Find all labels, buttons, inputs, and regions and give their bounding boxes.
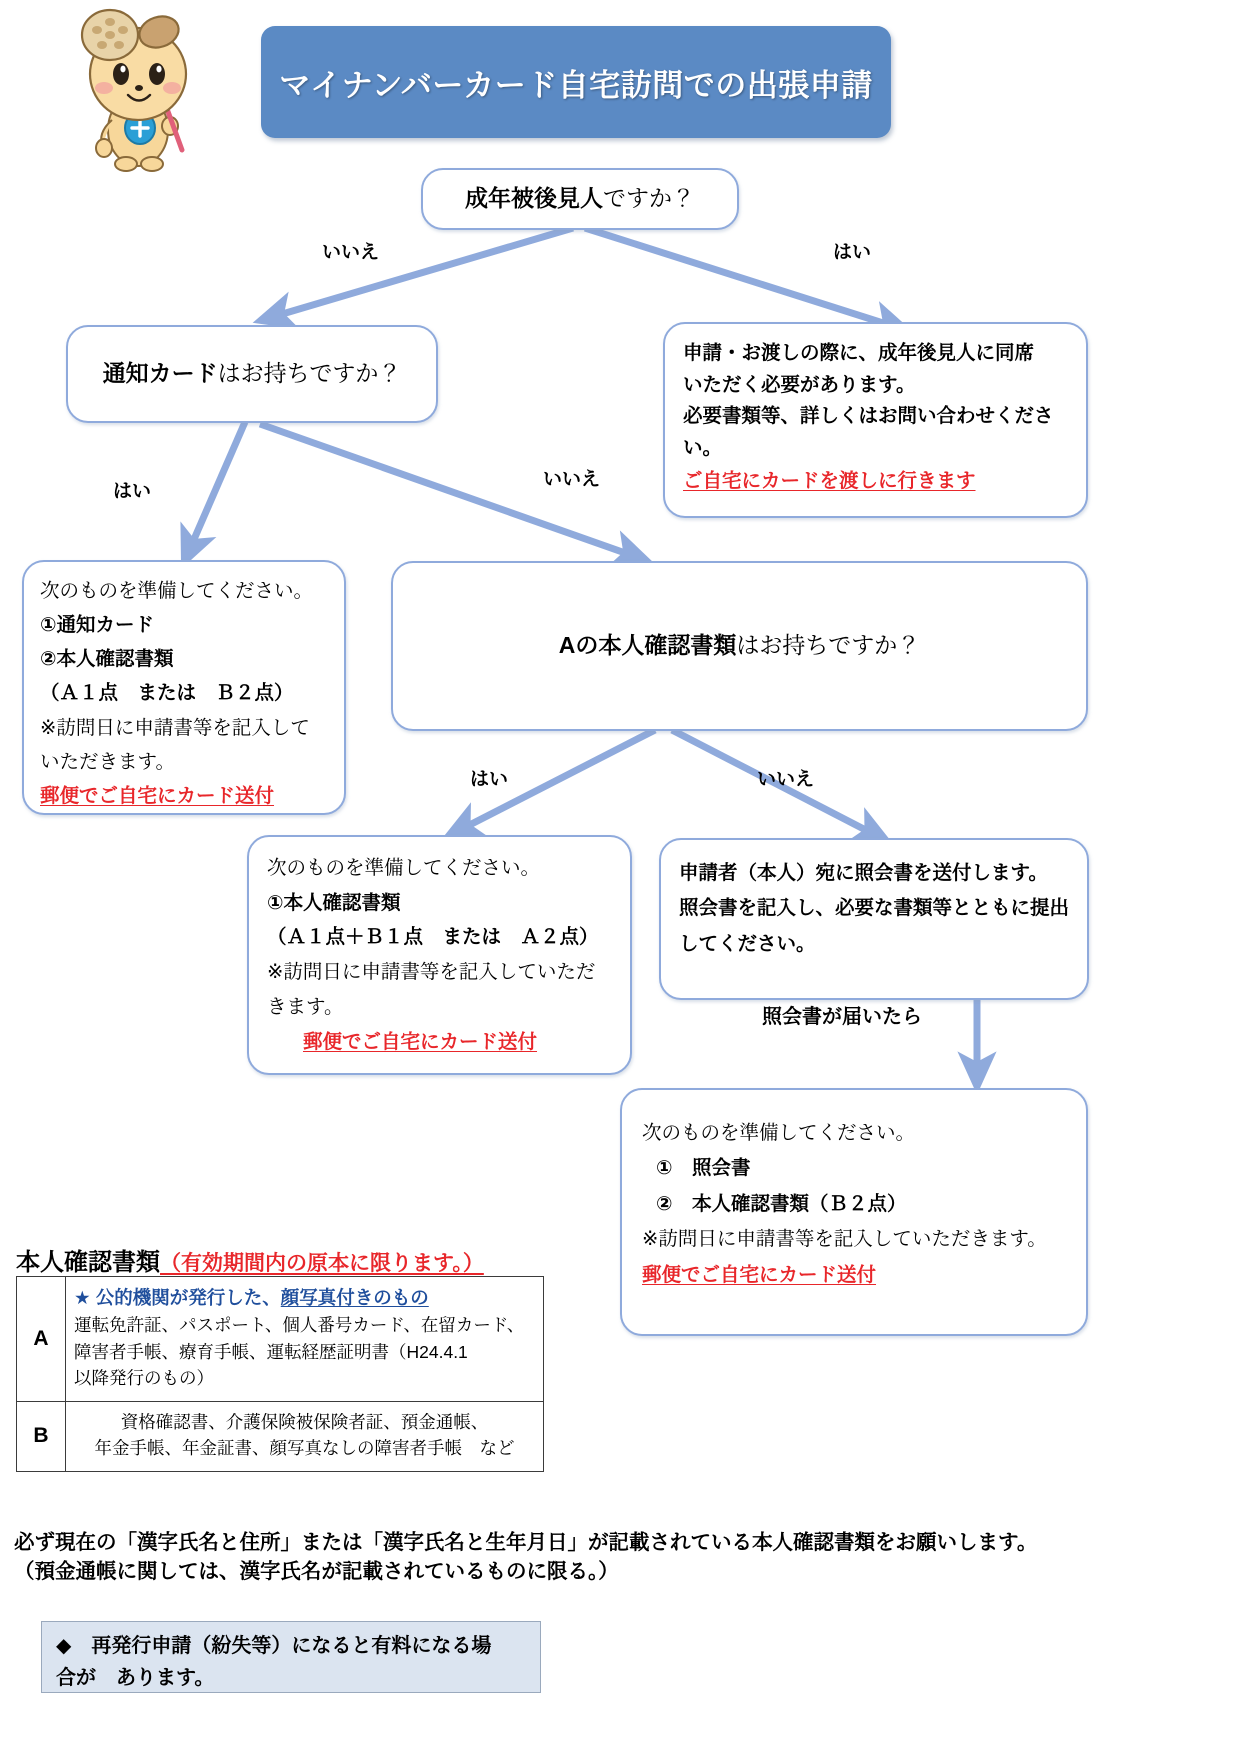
- decision-node-guardianship[interactable]: [421, 168, 739, 230]
- guardian-result: ご自宅にカードを渡しに行きます: [683, 470, 976, 493]
- prepare-a-heading: 次のものを準備してください。: [40, 580, 314, 602]
- id-documents-title-main: 本人確認書類: [16, 1249, 160, 1276]
- row-b-line-1: 資格確認書、介護保険被保険者証、預金通帳、: [120, 1411, 489, 1432]
- guardian-line-2: いただく必要があります。: [683, 373, 916, 396]
- inquiry-letter-box[interactable]: [659, 838, 1089, 1000]
- prepare-b-item-1: ①本人確認書類: [267, 891, 401, 914]
- prepare-b-note-1: ※訪問日に申請書等を記入していただ: [267, 961, 596, 984]
- prepare-b-result: 郵便でご自宅にカード送付: [303, 1030, 538, 1053]
- edge-label-q1-no: いいえ: [322, 242, 380, 263]
- reissue-fee-notice: [41, 1621, 541, 1693]
- decision-notification-card-label: 通知カードはお持ちですか？: [102, 360, 402, 387]
- row-a-heading: [74, 1284, 535, 1312]
- prepare-a-note-2: いただきます。: [40, 750, 175, 773]
- row-a-heading-underlined: 顔写真付きのもの: [280, 1287, 429, 1308]
- page-title: マイナンバーカード自宅訪問での出張申請: [279, 67, 873, 103]
- edge-label-q3-yes: はい: [470, 769, 509, 790]
- prepare-a-item-1: ①通知カード: [40, 614, 155, 637]
- row-a-line-1: 運転免許証、パスポート、個人番号カード、在留カード、: [74, 1315, 525, 1336]
- row-value-a: [66, 1277, 544, 1402]
- row-a-heading-plain: 公的機関が発行した、: [95, 1287, 281, 1308]
- renkon-mascot: [66, 2, 216, 172]
- guardian-line-1: 申請・お渡しの際に、成年後見人に同席: [683, 342, 1035, 364]
- guardian-line-4: い。: [683, 436, 723, 459]
- inquiry-line-1: 申請者（本人）宛に照会書を送付します。: [679, 862, 1048, 884]
- id-footnote-line-2: （預金通帳に関しては、漢字氏名が記載されているものに限る。）: [14, 1560, 619, 1584]
- prepare-c-item-2: ② 本人確認書類（Ｂ２点）: [656, 1192, 907, 1215]
- prepare-a-result: 郵便でご自宅にカード送付: [40, 784, 275, 807]
- prepare-b-heading: 次のものを準備してください。: [267, 857, 541, 879]
- edge-label-q1-yes: はい: [833, 242, 872, 263]
- prepare-a-item-2-detail: （Ａ１点 または Ｂ２点）: [40, 682, 294, 705]
- row-key-b: B: [17, 1401, 66, 1471]
- prepare-items-box-b[interactable]: [247, 835, 632, 1075]
- prepare-a-item-2: ②本人確認書類: [40, 648, 174, 671]
- prepare-c-result: 郵便でご自宅にカード送付: [642, 1263, 877, 1286]
- edge-label-q3-no: いいえ: [757, 769, 815, 790]
- inquiry-line-3: してください。: [679, 932, 816, 955]
- decision-node-id-type-a[interactable]: [391, 561, 1088, 731]
- table-row-a: [17, 1277, 544, 1402]
- prepare-c-note-1: ※訪問日に申請書等を記入していただきます。: [642, 1228, 1047, 1251]
- row-a-line-3: 以降発行のもの）: [74, 1368, 214, 1389]
- star-icon: ★: [74, 1287, 91, 1308]
- table-row-b: [17, 1401, 544, 1471]
- row-key-a: A: [17, 1277, 66, 1402]
- decision-guardianship-label: 成年被後見人ですか？: [465, 185, 695, 212]
- edge-label-q2-no: いいえ: [543, 469, 601, 490]
- decision-id-type-a-label: Aの本人確認書類はお持ちですか？: [558, 632, 921, 659]
- fee-notice-line-2: 合が あります。: [56, 1667, 215, 1689]
- prepare-items-box-c[interactable]: [620, 1088, 1088, 1336]
- row-b-line-2: 年金手帳、年金証書、顔写真なしの障害者手帳 など: [94, 1438, 515, 1459]
- row-a-line-2: 障害者手帳、療育手帳、運転経歴証明書（H24.4.1: [74, 1341, 468, 1362]
- prepare-b-note-2: きます。: [267, 995, 344, 1018]
- edge-label-inquiry-received: 照会書が届いたら: [762, 1006, 922, 1028]
- prepare-a-note-1: ※訪問日に申請書等を記入して: [40, 716, 310, 739]
- page-title-banner: [261, 26, 891, 138]
- prepare-items-box-a[interactable]: [22, 560, 346, 815]
- inquiry-line-2: 照会書を記入し、必要な書類等とともに提出: [679, 897, 1070, 920]
- id-documents-title: [16, 1242, 484, 1277]
- id-documents-title-note: （有効期間内の原本に限ります。）: [160, 1252, 484, 1275]
- guardian-line-3: 必要書類等、詳しくはお問い合わせくださ: [683, 405, 1054, 428]
- fee-notice-line-1: ◆ 再発行申請（紛失等）になると有料になる場: [56, 1635, 492, 1657]
- edge-label-q2-yes: はい: [113, 481, 152, 502]
- row-value-b: [66, 1401, 544, 1471]
- id-footnote-line-1: 必ず現在の「漢字氏名と住所」または「漢字氏名と生年月日」が記載されている本人確認書類をお願いします。: [14, 1531, 1038, 1554]
- id-documents-footnote: [14, 1528, 1037, 1586]
- id-documents-table: [16, 1276, 544, 1472]
- guardian-info-box[interactable]: [663, 322, 1088, 518]
- prepare-c-item-1: ① 照会書: [656, 1157, 751, 1180]
- prepare-c-heading: 次のものを準備してください。: [642, 1122, 916, 1144]
- decision-node-notification-card[interactable]: [66, 325, 438, 423]
- prepare-b-item-1-detail: （Ａ１点＋Ｂ１点 または Ａ２点）: [267, 926, 599, 949]
